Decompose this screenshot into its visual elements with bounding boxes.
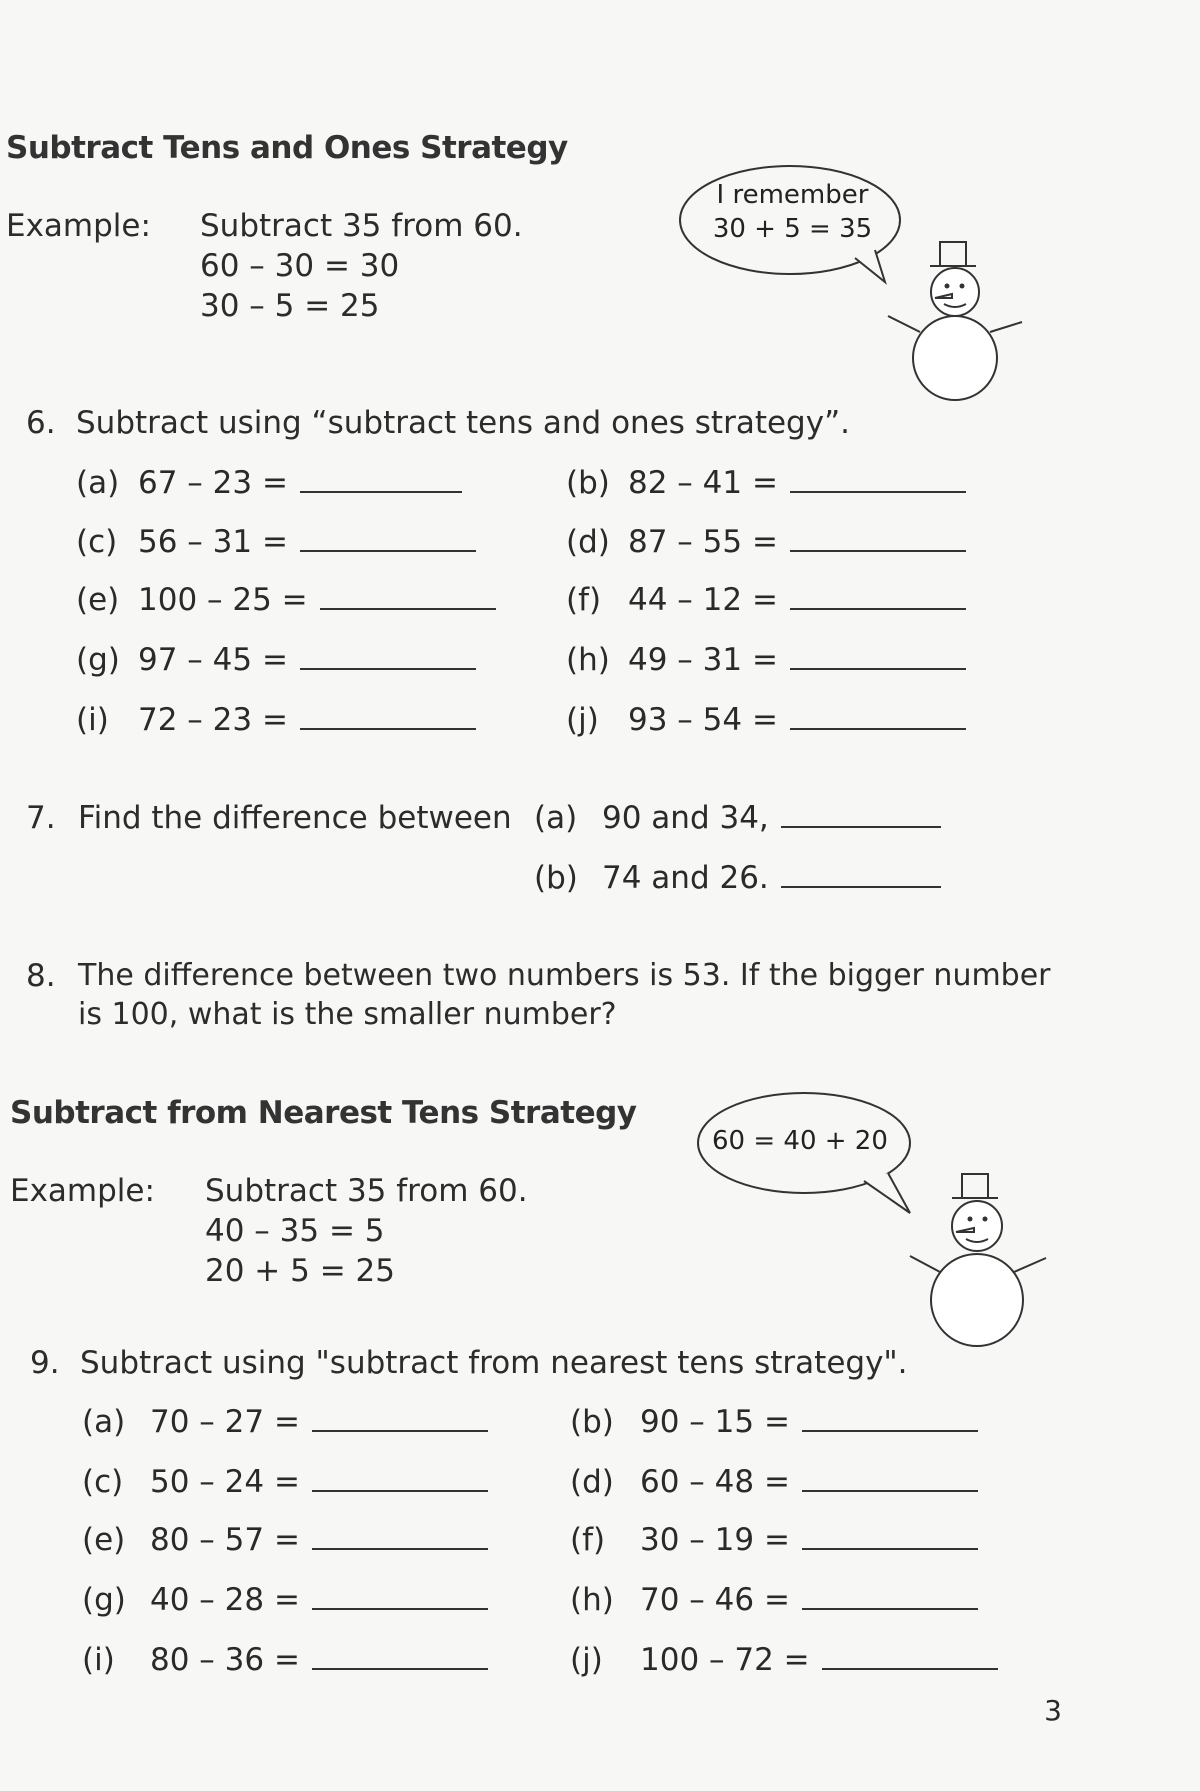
problem-item — [76, 582, 496, 618]
item-expression: 50 – 24 = — [150, 1464, 300, 1500]
problem-item — [82, 1522, 488, 1558]
example-line: 60 – 30 = 30 — [200, 248, 400, 284]
bubble-line: 60 = 40 + 20 — [712, 1126, 888, 1156]
problem-item — [570, 1404, 978, 1440]
answer-blank[interactable] — [822, 1668, 998, 1670]
answer-blank[interactable] — [300, 491, 462, 493]
answer-blank[interactable] — [300, 668, 476, 670]
example-label: Example: — [10, 1173, 155, 1209]
question-number: 8. — [26, 958, 56, 994]
item-label: (j) — [566, 702, 599, 738]
item-label: (i) — [76, 702, 109, 738]
answer-blank[interactable] — [312, 1608, 488, 1610]
answer-blank[interactable] — [790, 550, 966, 552]
example-line: 20 + 5 = 25 — [205, 1253, 395, 1289]
item-label: (f) — [570, 1522, 606, 1558]
item-expression: 93 – 54 = — [628, 702, 778, 738]
answer-blank[interactable] — [312, 1668, 488, 1670]
problem-item — [570, 1522, 978, 1558]
item-expression: 60 – 48 = — [640, 1464, 790, 1500]
snowman-illustration — [880, 240, 1030, 410]
item-label: (g) — [82, 1582, 126, 1618]
item-label: (i) — [82, 1642, 115, 1678]
answer-blank[interactable] — [781, 826, 941, 828]
question-number: 7. — [26, 800, 56, 836]
snowman-illustration — [900, 1172, 1050, 1362]
question-text: Subtract using "subtract from nearest tens strategy". — [80, 1345, 908, 1381]
section-heading-tens-ones: Subtract Tens and Ones Strategy — [6, 130, 568, 166]
problem-item — [570, 1642, 998, 1678]
answer-blank[interactable] — [802, 1548, 978, 1550]
item-label: (c) — [82, 1464, 124, 1500]
problem-item — [82, 1464, 488, 1500]
item-expression: 80 – 57 = — [150, 1522, 300, 1558]
item-expression: 67 – 23 = — [138, 465, 288, 501]
item-label: (j) — [570, 1642, 603, 1678]
answer-blank[interactable] — [802, 1608, 978, 1610]
item-label: (b) — [534, 860, 578, 896]
problem-item — [570, 1582, 978, 1618]
answer-blank[interactable] — [781, 886, 941, 888]
item-expression: 100 – 72 = — [640, 1642, 810, 1678]
answer-blank[interactable] — [320, 608, 496, 610]
item-label: (d) — [570, 1464, 614, 1500]
answer-blank[interactable] — [802, 1490, 978, 1492]
example-line: 40 – 35 = 5 — [205, 1213, 385, 1249]
item-label: (h) — [566, 642, 610, 678]
bubble-line: 30 + 5 = 35 — [712, 214, 873, 244]
answer-blank[interactable] — [790, 728, 966, 730]
item-label: (g) — [76, 642, 120, 678]
answer-blank[interactable] — [300, 550, 476, 552]
item-label: (b) — [570, 1404, 614, 1440]
problem-item — [76, 702, 476, 738]
item-expression: 90 – 15 = — [640, 1404, 790, 1440]
item-label: (e) — [82, 1522, 126, 1558]
problem-item — [570, 1464, 978, 1500]
problem-item — [82, 1404, 488, 1440]
question-text: Find the difference between — [78, 800, 512, 836]
problem-item — [534, 860, 941, 896]
problem-item — [76, 524, 476, 560]
item-label: (a) — [82, 1404, 126, 1440]
problem-item — [566, 582, 966, 618]
item-expression: 30 – 19 = — [640, 1522, 790, 1558]
question-text: is 100, what is the smaller number? — [78, 997, 617, 1032]
item-expression: 56 – 31 = — [138, 524, 288, 560]
question-number: 9. — [30, 1345, 60, 1381]
problem-item — [566, 524, 966, 560]
item-label: (a) — [76, 465, 120, 501]
answer-blank[interactable] — [790, 491, 966, 493]
item-expression: 90 and 34, — [602, 800, 769, 836]
answer-blank[interactable] — [300, 728, 476, 730]
item-expression: 97 – 45 = — [138, 642, 288, 678]
problem-item — [76, 642, 476, 678]
example-line: Subtract 35 from 60. — [200, 208, 523, 244]
item-label: (a) — [534, 800, 578, 836]
item-expression: 80 – 36 = — [150, 1642, 300, 1678]
item-label: (f) — [566, 582, 602, 618]
problem-item — [76, 465, 462, 501]
example-line: 30 – 5 = 25 — [200, 288, 380, 324]
question-text: Subtract using “subtract tens and ones strategy”. — [76, 405, 850, 441]
answer-blank[interactable] — [790, 668, 966, 670]
answer-blank[interactable] — [312, 1548, 488, 1550]
bubble-line: I remember — [716, 180, 869, 210]
section-heading-nearest-tens: Subtract from Nearest Tens Strategy — [10, 1095, 637, 1131]
problem-item — [566, 642, 966, 678]
problem-item — [82, 1582, 488, 1618]
item-label: (c) — [76, 524, 118, 560]
item-expression: 70 – 27 = — [150, 1404, 300, 1440]
answer-blank[interactable] — [312, 1490, 488, 1492]
problem-item — [534, 800, 941, 836]
item-expression: 70 – 46 = — [640, 1582, 790, 1618]
item-label: (h) — [570, 1582, 614, 1618]
item-expression: 87 – 55 = — [628, 524, 778, 560]
problem-item — [566, 465, 966, 501]
answer-blank[interactable] — [312, 1430, 488, 1432]
page-number: 3 — [1044, 1694, 1062, 1727]
answer-blank[interactable] — [790, 608, 966, 610]
item-label: (e) — [76, 582, 120, 618]
item-expression: 72 – 23 = — [138, 702, 288, 738]
item-expression: 49 – 31 = — [628, 642, 778, 678]
item-label: (d) — [566, 524, 610, 560]
problem-item — [566, 702, 966, 738]
question-number: 6. — [26, 405, 56, 441]
example-label: Example: — [6, 208, 151, 244]
item-expression: 82 – 41 = — [628, 465, 778, 501]
item-expression: 100 – 25 = — [138, 582, 308, 618]
item-expression: 40 – 28 = — [150, 1582, 300, 1618]
example-line: Subtract 35 from 60. — [205, 1173, 528, 1209]
item-expression: 44 – 12 = — [628, 582, 778, 618]
item-expression: 74 and 26. — [602, 860, 769, 896]
item-label: (b) — [566, 465, 610, 501]
answer-blank[interactable] — [802, 1430, 978, 1432]
question-text: The difference between two numbers is 53. If the bigger number — [78, 958, 1051, 993]
problem-item — [82, 1642, 488, 1678]
